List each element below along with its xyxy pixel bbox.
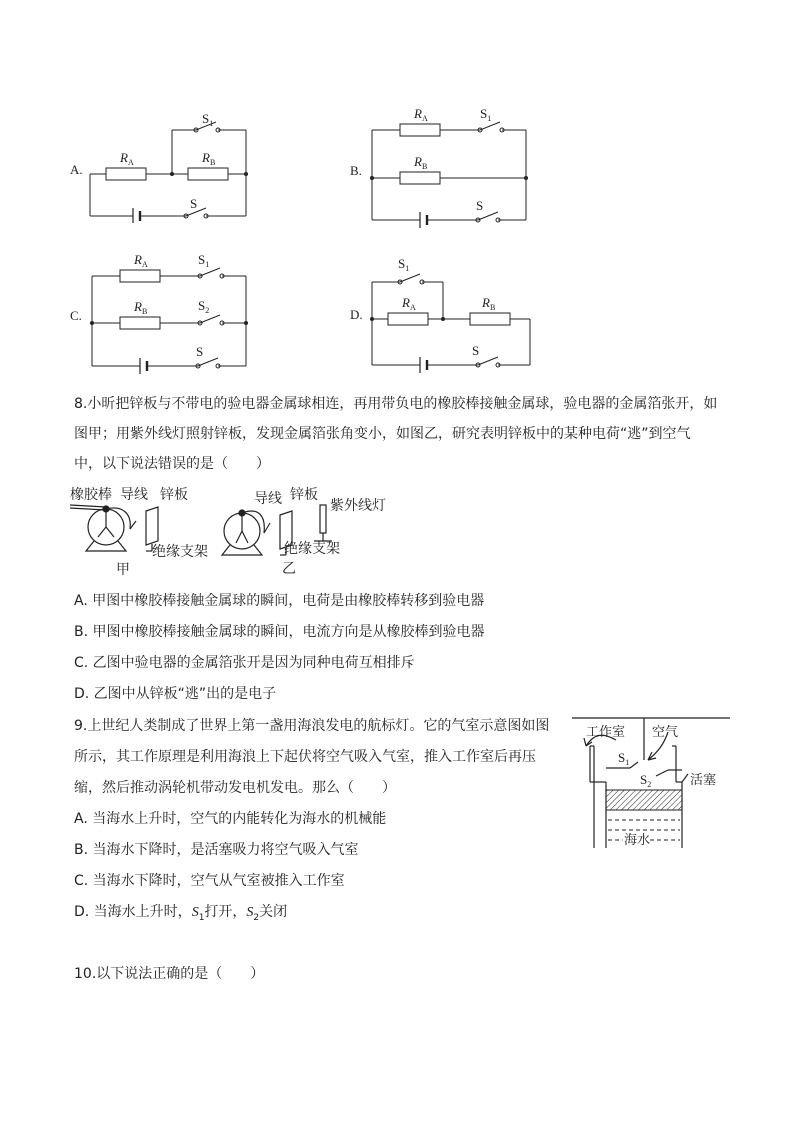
electroscope-a [70, 505, 158, 551]
resistor-ra [400, 124, 440, 136]
resistor-ra [120, 270, 160, 282]
svg-text:RA: $R_A$ [414, 106, 428, 123]
uv-lamp-icon [320, 505, 326, 533]
q9-stem-line2: 所示，其工作原理是利用海浪上下起伏将空气吸入气室，推入工作室后再压 [74, 749, 536, 765]
svg-text:S: S [190, 196, 198, 211]
svg-text:锌板: 锌板 [160, 487, 188, 503]
svg-text:绝缘支架: 绝缘支架 [152, 544, 208, 560]
svg-text:导线: 导线 [120, 487, 148, 503]
svg-text:甲: 甲 [116, 562, 130, 578]
resistor-ra [106, 168, 146, 180]
q8-option-c[interactable]: C. 乙图中验电器的金属箔张开是因为同种电荷互相排斥 [74, 655, 415, 671]
q10-stem: 10.以下说法正确的是（ ） [74, 966, 265, 982]
svg-text:S2: $S_2$ [640, 772, 652, 789]
svg-text:S1: $S_1$ [480, 106, 492, 123]
svg-text:橡胶棒: 橡胶棒 [70, 487, 112, 503]
q9-stem-line1: 9.上世纪人类制成了世界上第一盏用海浪发电的航标灯。它的气室示意图如图 [74, 718, 550, 734]
option-letter: B. [350, 163, 362, 178]
q8-stem-line3: 中，以下说法错误的是（ ） [74, 456, 270, 472]
svg-text:RA: $R_A$ [402, 295, 416, 312]
svg-text:S: S [476, 198, 484, 213]
svg-text:S1: $S_1$ [618, 750, 630, 767]
circuit-option-a [68, 108, 268, 223]
resistor-rb [470, 313, 510, 325]
svg-text:导线: 导线 [254, 491, 282, 507]
q9-stem-line3: 缩，然后推动涡轮机带动发电机发电。那么（ ） [74, 780, 396, 796]
svg-text:S2: $S_2$ [198, 298, 210, 315]
svg-text:乙: 乙 [282, 561, 296, 577]
svg-text:S1: $S_1$ [198, 252, 210, 269]
svg-text:RB: $R_B$ [414, 154, 428, 171]
q8-option-d[interactable]: D. 乙图中从锌板“逃”出的是电子 [74, 686, 277, 702]
svg-text:海水: 海水 [624, 833, 651, 848]
svg-text:工作室: 工作室 [586, 725, 626, 740]
option-letter: D. [350, 307, 363, 322]
svg-text:空气: 空气 [652, 725, 679, 740]
air-chamber-figure [572, 712, 732, 852]
q8-option-b[interactable]: B. 甲图中橡胶棒接触金属球的瞬间，电流方向是从橡胶棒到验电器 [74, 624, 485, 640]
q8-stem-line1: 8.小昕把锌板与不带电的验电器金属球相连，再用带负电的橡胶棒接触金属球，验电器的金属箔张开，如 [74, 396, 718, 412]
q8-option-a[interactable]: A. 甲图中橡胶棒接触金属球的瞬间，电荷是由橡胶棒转移到验电器 [74, 593, 485, 609]
resistor-rb [188, 168, 228, 180]
circuit-option-d [348, 252, 548, 374]
svg-text:S1: $S_1$ [202, 111, 214, 128]
resistor-ra [388, 313, 428, 325]
resistor-rb [120, 317, 160, 329]
svg-text:活塞: 活塞 [690, 773, 717, 788]
svg-text:RB: $R_B$ [482, 295, 496, 312]
circuit-option-b [348, 104, 548, 229]
svg-text:绝缘支架: 绝缘支架 [284, 541, 340, 557]
svg-text:S: S [472, 343, 480, 358]
option-letter: A. [70, 162, 83, 177]
option-letter: C. [70, 308, 82, 323]
svg-text:紫外线灯: 紫外线灯 [330, 498, 386, 514]
q8-stem-line2: 图甲；用紫外线灯照射锌板，发现金属箔张角变小，如图乙，研究表明锌板中的某种电荷“逃”到空气 [74, 426, 691, 442]
q9-option-a[interactable]: A. 当海水上升时，空气的内能转化为海水的机械能 [74, 811, 387, 827]
resistor-rb [400, 172, 440, 184]
svg-text:S: S [196, 344, 204, 359]
electroscope-figure [70, 483, 410, 579]
svg-text:RA: $R_A$ [134, 252, 148, 269]
piston-icon [606, 790, 682, 810]
svg-text:RA: $R_A$ [120, 150, 134, 167]
q9-option-c[interactable]: C. 当海水下降时，空气从气室被推入工作室 [74, 873, 345, 889]
q9-option-b[interactable]: B. 当海水下降时，是活塞吸力将空气吸入气室 [74, 842, 359, 858]
svg-text:RB: $R_B$ [134, 299, 148, 316]
circuit-option-c [68, 250, 268, 375]
svg-text:锌板: 锌板 [290, 487, 318, 503]
svg-text:S1: $S_1$ [398, 256, 410, 273]
svg-text:RB: $R_B$ [202, 150, 216, 167]
q9-option-d[interactable]: D. 当海水上升时，$S_1$打开，$S_2$关闭 [74, 904, 288, 923]
